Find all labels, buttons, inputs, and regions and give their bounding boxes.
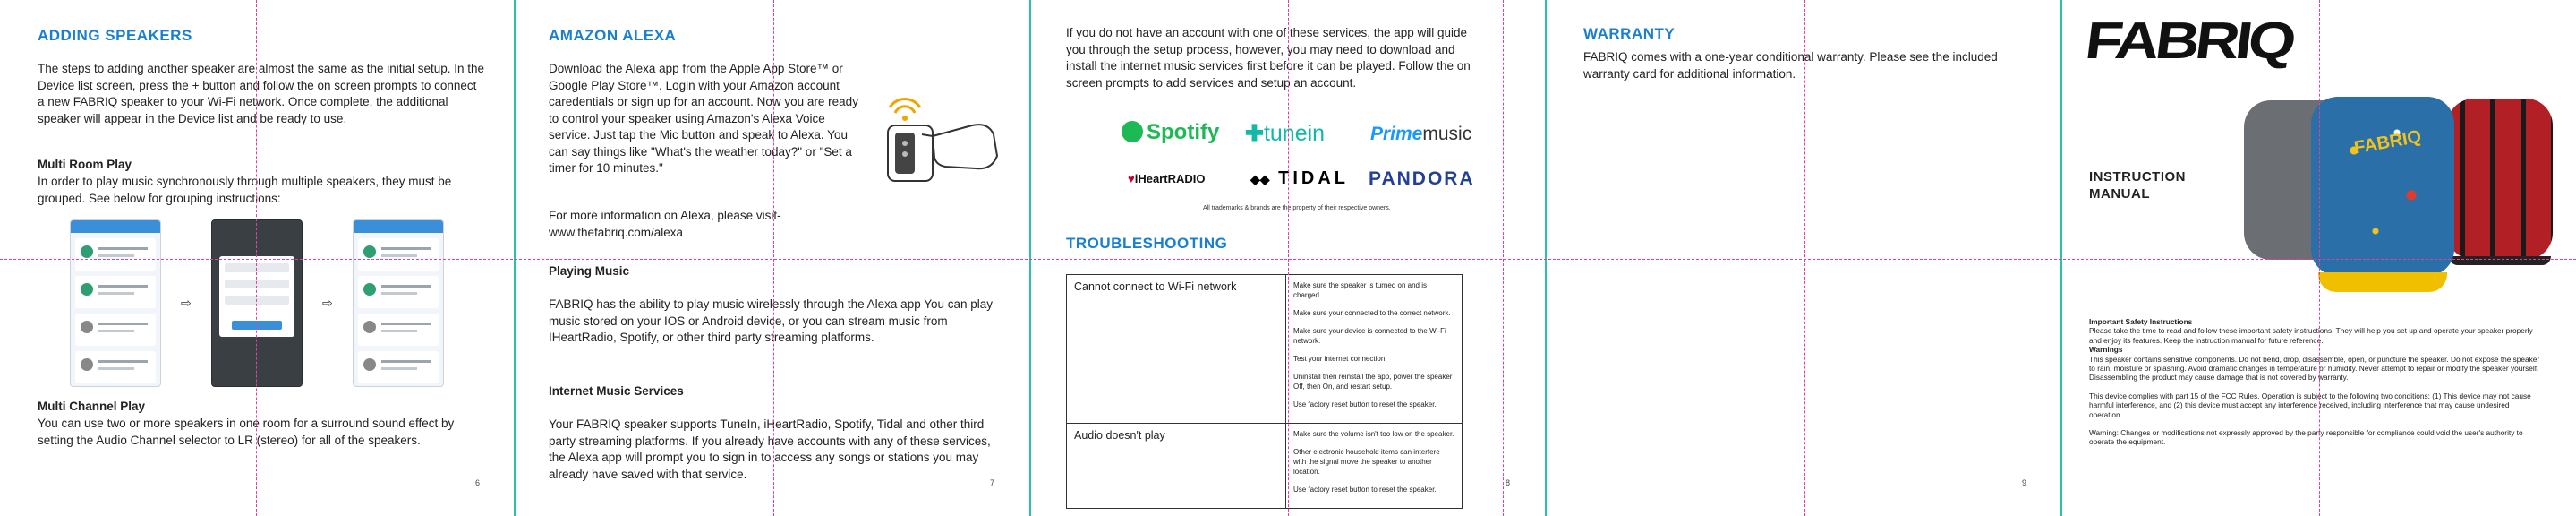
app-screenshot-group-dialog (211, 219, 303, 387)
spotify-logo: Spotify (1122, 120, 1219, 145)
guide-line (1503, 0, 1504, 516)
speaker-base-splatter (2318, 272, 2447, 292)
solution-item: Use factory reset button to reset the speaker. (1293, 400, 1437, 408)
troubleshooting-table (1066, 274, 1463, 509)
safety-text: Please take the time to read and follow these important safety instructions. They will help you set up and operate your speaker properly and enjoy its features. Keep the instruction manual for future reference. (2089, 326, 2533, 345)
page-title: WARRANTY (1583, 25, 1676, 42)
speaker-brand-mark: FABRIQ (2352, 126, 2423, 159)
solution-item: Make sure the speaker is turned on and is charged. (1293, 281, 1427, 299)
page-title: ADDING SPEAKERS (38, 27, 192, 44)
tunein-logo: ✚tunein (1245, 121, 1326, 146)
intro-text: Download the Alexa app from the Apple App Store™ or Google Play Store™. Login with your Amazon account caredentials or sign up for an account. Now you are ready to control your speaker using Amazon's Alexa Voice service. Just tap the Mic button and speak to Alexa. You can say things like "What's the weather today?" or "Set a timer for 10 minutes." (549, 62, 858, 175)
problem-cell: Audio doesn't play (1067, 424, 1286, 509)
solution-item: Other electronic household items can interfere with the signal move the speaker to another location. (1293, 448, 1440, 476)
panel-fold (1029, 0, 1031, 516)
panel-fold (514, 0, 516, 516)
panel-warranty (1583, 0, 2031, 516)
warnings-text: This speaker contains sensitive components. Do not bend, drop, disassemble, open, or puncture the speaker. Do not expose the speaker to rain, moisture or splashing. Avoid dramatic changes in temperature or humidity. Never attempt to repair or modify the speaker yourself. Disassembling the product may cause damage that is not covered by warranty. (2089, 354, 2540, 383)
guide-line (1288, 0, 1289, 516)
playing-music-heading: Playing Music (549, 264, 630, 278)
multichannel-text: You can use two or more speakers in one room for a surround sound effect by setting the Audio Channel selector to LR (stereo) for all of the speakers. (38, 417, 455, 447)
guide-line (773, 0, 774, 516)
alexa-speaker-tap-illustration (883, 81, 1008, 188)
multichannel-heading: Multi Channel Play (38, 400, 146, 413)
tidal-logo: ◆◆ TIDAL (1250, 168, 1349, 188)
panel-fold (2060, 0, 2062, 516)
cover-subtitle-line2: MANUAL (2089, 186, 2150, 202)
playing-music-text: FABRIQ has the ability to play music wirelessly through the Alexa app You can play music stored on your IOS or Android device, or you can stream music from IHeartRadio, Spotify, or other third party streaming platforms. (549, 297, 994, 344)
internet-services-text: Your FABRIQ speaker supports TuneIn, iHeartRadio, Spotify, Tidal and other third party streaming platforms. If you already have accounts with any of these services, the Alexa app will prompt you to sign in to access any songs or stations you may already have saved with that service. (549, 417, 991, 481)
safety-heading: Important Safety Instructions (2089, 317, 2193, 326)
solution-item: Uninstall then reinstall the app, power the speaker Off, then On, and restart setup. (1293, 373, 1453, 391)
intro-text: If you do not have an account with one of these services, the app will guide you through the setup process, however, you may need to download and install the internet music services first before it can be played. Follow the on screen prompts to add services and setup an account. (1066, 26, 1471, 90)
page-number: 9 (2022, 478, 2027, 487)
solution-item: Make sure your device is connected to the Wi-Fi network. (1293, 327, 1446, 345)
arrow-right-icon: ⇨ (181, 296, 192, 310)
speaker-image-plaid (2447, 99, 2553, 260)
cover-subtitle-line1: INSTRUCTION (2089, 169, 2186, 185)
intro-text: The steps to adding another speaker are almost the same as the initial setup. In the Device list screen, press the + button and follow the on screen prompts to connect a new FABRIQ speaker to your Wi-Fi network. Once complete, the additional speaker will appear in the Device list and be ready to use. (38, 62, 485, 125)
panel-fold (1545, 0, 1547, 516)
app-screenshot-grouped-list (353, 219, 444, 387)
fcc-warning-text: Warning: Changes or modifications not expressly approved by the party responsible for compliance could void the user's authority to operate the equipment. (2089, 428, 2523, 447)
guide-line (1804, 0, 1805, 516)
panel-amazon-alexa (549, 0, 996, 516)
speaker-image-splatter (2311, 97, 2454, 276)
page-number: 8 (1506, 478, 1511, 487)
page-number: 7 (990, 478, 995, 487)
app-screenshot-device-list (70, 219, 161, 387)
guide-line (2319, 0, 2320, 516)
speaker-base-plaid (2449, 256, 2551, 265)
guide-line (256, 0, 257, 516)
pandora-logo: PANDORA (1369, 168, 1475, 189)
arrow-right-icon: ⇨ (322, 296, 333, 310)
iheartradio-logo: ♥iHeartRADIO (1128, 172, 1206, 185)
page-title: AMAZON ALEXA (549, 27, 677, 44)
solution-item: Make sure your connected to the correct network. (1293, 309, 1451, 317)
table-row (1067, 275, 1463, 424)
solution-cell (1286, 275, 1463, 424)
solution-item: Make sure the volume isn't too low on the speaker. (1293, 430, 1454, 438)
warranty-text: FABRIQ comes with a one-year conditional warranty. Please see the included warranty card for additional information. (1583, 50, 1998, 81)
problem-cell: Cannot connect to Wi-Fi network (1067, 275, 1286, 424)
solution-cell (1286, 424, 1463, 509)
more-info-text: For more information on Alexa, please visit- www.thefabriq.com/alexa (549, 209, 781, 239)
internet-services-heading: Internet Music Services (549, 384, 684, 398)
multiroom-heading: Multi Room Play (38, 158, 132, 171)
fcc-text: This device complies with part 15 of the FCC Rules. Operation is subject to the following two conditions: (1) This device may not cause harmful interference, and (2) this device must accept any interference received, including interference that may cause undesired operation. (2089, 391, 2531, 419)
solution-item: Test your internet connection. (1293, 355, 1387, 363)
brand-logo: FABRIQ (2082, 12, 2296, 70)
page-number: 6 (475, 478, 481, 487)
multiroom-text: In order to play music synchronously through multiple speakers, they must be grouped. See below for grouping instructions: (38, 175, 452, 205)
prime-music-logo: Primemusic (1370, 124, 1472, 144)
troubleshooting-title: TROUBLESHOOTING (1066, 235, 1228, 252)
solution-item: Use factory reset button to reset the speaker. (1293, 486, 1437, 494)
safety-section (2089, 317, 2542, 447)
table-row (1067, 424, 1463, 509)
trademark-note: All trademarks & brands are the property of their respective owners. (1203, 205, 1391, 211)
warnings-heading: Warnings (2089, 345, 2123, 355)
